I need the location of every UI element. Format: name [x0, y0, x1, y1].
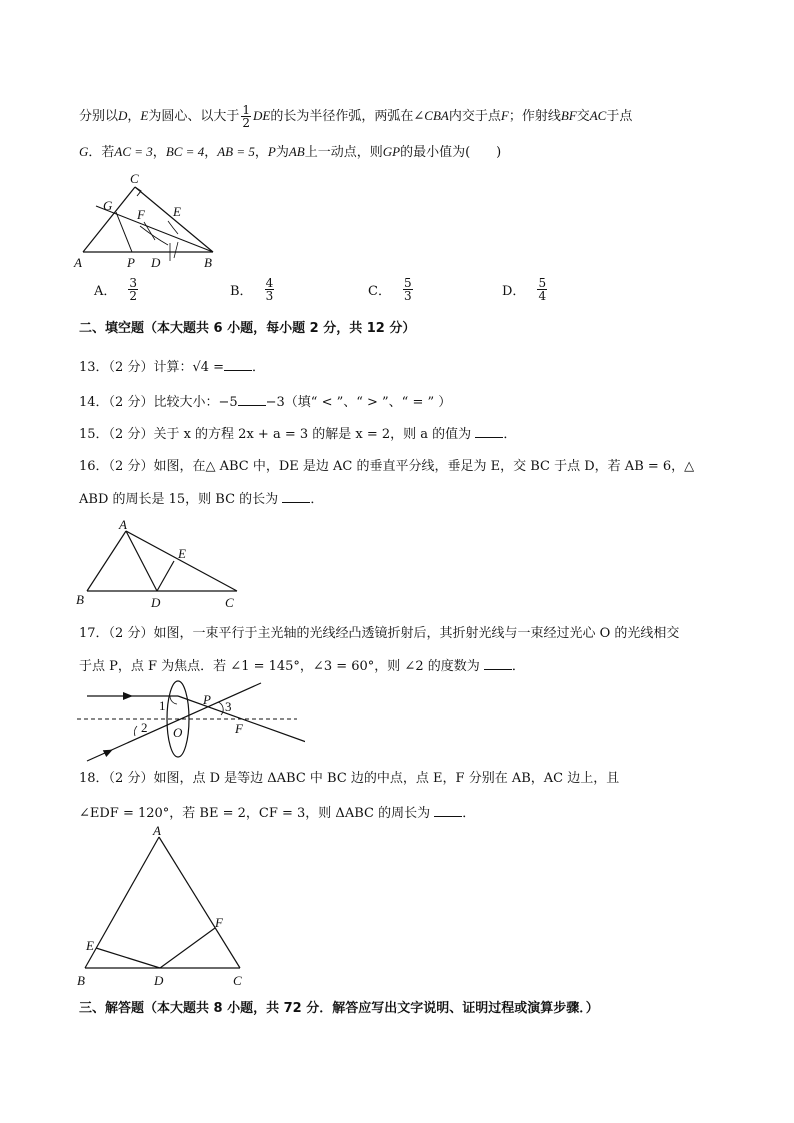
- option-a[interactable]: [94, 277, 140, 302]
- question-number: 13．: [79, 360, 109, 375]
- fig-label-B: B: [76, 592, 84, 607]
- fraction-denominator: 2: [242, 116, 251, 130]
- option-fraction: [128, 277, 138, 302]
- option-label: B．: [230, 284, 253, 299]
- question-text: 计算：√4 =: [153, 360, 225, 375]
- q12-var: G: [79, 144, 89, 159]
- question-end: ．: [511, 659, 525, 674]
- question-score: （2 分）: [108, 395, 154, 410]
- q12-text: 内交于点: [448, 109, 501, 124]
- option-fraction: [537, 277, 547, 302]
- fig-label-P: P: [127, 255, 135, 270]
- q12-text: ；作射线: [508, 109, 561, 124]
- q12-var: E: [140, 108, 149, 123]
- question-13: [79, 358, 265, 377]
- question-number: 17．: [79, 626, 109, 641]
- section2-heading: 二、填空题（本大题共 6 小题，每小题 2 分，共 12 分）: [79, 321, 416, 336]
- fig-label-E: E: [86, 938, 94, 953]
- q12-figure: [70, 170, 230, 270]
- q12-var: BC = 4: [165, 144, 205, 159]
- q12-text: 的最小值为( ): [400, 145, 502, 160]
- fig-label-F: F: [215, 915, 223, 930]
- fraction-numerator: 4: [265, 276, 274, 290]
- option-d[interactable]: [502, 277, 549, 302]
- answer-blank[interactable]: [224, 358, 252, 371]
- fig-label-O: O: [173, 725, 183, 740]
- q12-text: 为: [275, 145, 289, 160]
- fig-label-D: D: [154, 973, 164, 988]
- fraction-numerator: 5: [403, 276, 412, 290]
- half-fraction: [241, 104, 251, 129]
- q12-var: P: [267, 144, 276, 159]
- fig-label-C: C: [233, 973, 242, 988]
- question-17: [79, 625, 679, 643]
- q12-var: AC: [589, 108, 607, 123]
- answer-blank[interactable]: [434, 804, 462, 817]
- option-label: D．: [502, 284, 526, 299]
- fraction-denominator: 4: [538, 289, 547, 303]
- fig-label-E: E: [178, 546, 186, 561]
- question-number: 16．: [79, 459, 109, 474]
- question-14: [79, 393, 451, 412]
- fig-label-D: D: [151, 255, 161, 270]
- q12-var: AB: [288, 144, 305, 159]
- question-text: 关于 x 的方程 2x + a = 3 的解是 x = 2，则 a 的值为: [153, 427, 472, 442]
- answer-blank[interactable]: [238, 393, 266, 406]
- q12-var: CBA: [424, 108, 449, 123]
- fig-label-C: C: [130, 171, 139, 186]
- fig-label-C: C: [225, 595, 234, 610]
- q12-text: 分别以: [79, 109, 119, 124]
- answer-blank[interactable]: [484, 657, 512, 670]
- question-17-line2: [79, 657, 525, 676]
- fig-label-B: B: [204, 255, 212, 270]
- fraction-denominator: 3: [403, 289, 412, 303]
- q12-var: AB = 5: [217, 144, 255, 159]
- fig-label-G: G: [103, 198, 113, 213]
- option-b[interactable]: [230, 277, 276, 302]
- fig-label-A: A: [74, 255, 82, 270]
- q12-text-line2: G．若AC = 3，BC = 4，AB = 5，P为AB上一动点，则GP的最小值为( ): [79, 144, 502, 160]
- question-end: ．: [310, 492, 324, 507]
- q12-text: ．若: [88, 145, 115, 160]
- fig-label-B: B: [77, 973, 85, 988]
- question-number: 18．: [79, 771, 109, 786]
- q12-text: 为圆心、以大于: [148, 109, 240, 124]
- q12-text: 交: [576, 109, 590, 124]
- option-label: C．: [368, 284, 391, 299]
- question-score: （2 分）: [108, 626, 154, 641]
- fraction-numerator: 1: [242, 103, 251, 117]
- fig-label-D: D: [151, 595, 161, 610]
- fig-label-P: P: [203, 692, 211, 707]
- answer-blank[interactable]: [475, 425, 503, 438]
- fraction-denominator: 3: [265, 289, 274, 303]
- q18-figure: [75, 822, 255, 992]
- question-text: ∠EDF = 120°，若 BE = 2，CF = 3，则 ΔABC 的周长为: [79, 806, 431, 821]
- fig-label-F: F: [235, 721, 243, 736]
- q12-var: F: [500, 108, 509, 123]
- fig-label-1: 1: [159, 698, 166, 713]
- fig-label-2: 2: [141, 720, 148, 735]
- q12-var: D: [118, 108, 128, 123]
- question-end: ．: [462, 806, 476, 821]
- question-score: （2 分）: [108, 427, 154, 442]
- question-score: （2 分）: [108, 459, 154, 474]
- fig-label-A: A: [119, 517, 127, 532]
- q12-var: AC = 3: [114, 144, 153, 159]
- option-label: A．: [94, 284, 117, 299]
- question-16: [79, 458, 694, 476]
- fraction-denominator: 2: [129, 289, 138, 303]
- question-end: ．: [252, 360, 266, 375]
- question-18-line2: [79, 804, 475, 823]
- question-text: 如图，一束平行于主光轴的光线经凸透镜折射后，其折射光线与一束经过光心 O 的光线相交: [153, 626, 680, 641]
- option-c[interactable]: [368, 277, 415, 302]
- question-text: 比较大小：−5: [153, 395, 238, 410]
- question-score: （2 分）: [108, 771, 154, 786]
- question-text: 于点 P，点 F 为焦点．若 ∠1 = 145°，∠3 = 60°，则 ∠2 的度数为: [79, 659, 480, 674]
- fraction-numerator: 5: [538, 276, 547, 290]
- question-15: [79, 425, 516, 444]
- q12-text: 的长为半径作弧，两弧在∠: [270, 109, 425, 124]
- question-text: ABD 的周长是 15，则 BC 的长为: [79, 492, 279, 507]
- question-number: 14．: [79, 395, 109, 410]
- q12-text: 上一动点，则: [304, 145, 383, 160]
- q17-figure: [75, 678, 305, 768]
- option-fraction: [403, 277, 413, 302]
- question-score: （2 分）: [108, 360, 154, 375]
- question-end: ．: [503, 427, 517, 442]
- question-text: 如图，在△ ABC 中，DE 是边 AC 的垂直平分线，垂足为 E，交 BC 于点 D，若 AB = 6，△: [153, 459, 695, 474]
- q12-text: 于点: [606, 109, 633, 124]
- question-number: 15．: [79, 427, 109, 442]
- question-16-line2: [79, 490, 323, 509]
- fig-label-3: 3: [225, 699, 232, 714]
- q12-var: BF: [560, 108, 577, 123]
- fig-label-A: A: [153, 823, 161, 838]
- q12-text-line1: [79, 104, 632, 129]
- section3-heading: 三、解答题（本大题共 8 小题，共 72 分．解答应写出文字说明、证明过程或演算步骤．）: [79, 1001, 599, 1016]
- q12-var: GP: [382, 144, 401, 159]
- q12-var: DE: [253, 108, 271, 123]
- q12-text: ，: [127, 109, 141, 124]
- answer-blank[interactable]: [282, 490, 310, 503]
- question-text: 如图，点 D 是等边 ΔABC 中 BC 边的中点，点 E，F 分别在 AB，AC 边上，且: [153, 771, 620, 786]
- fraction-numerator: 3: [129, 276, 138, 290]
- question-text: −3（填“ < ”、“ > ”、“ = ” ）: [265, 395, 452, 410]
- option-fraction: [265, 277, 275, 302]
- fig-label-F: F: [137, 207, 145, 222]
- question-18: [79, 770, 619, 788]
- q16-figure: [70, 516, 250, 611]
- fig-label-E: E: [173, 204, 181, 219]
